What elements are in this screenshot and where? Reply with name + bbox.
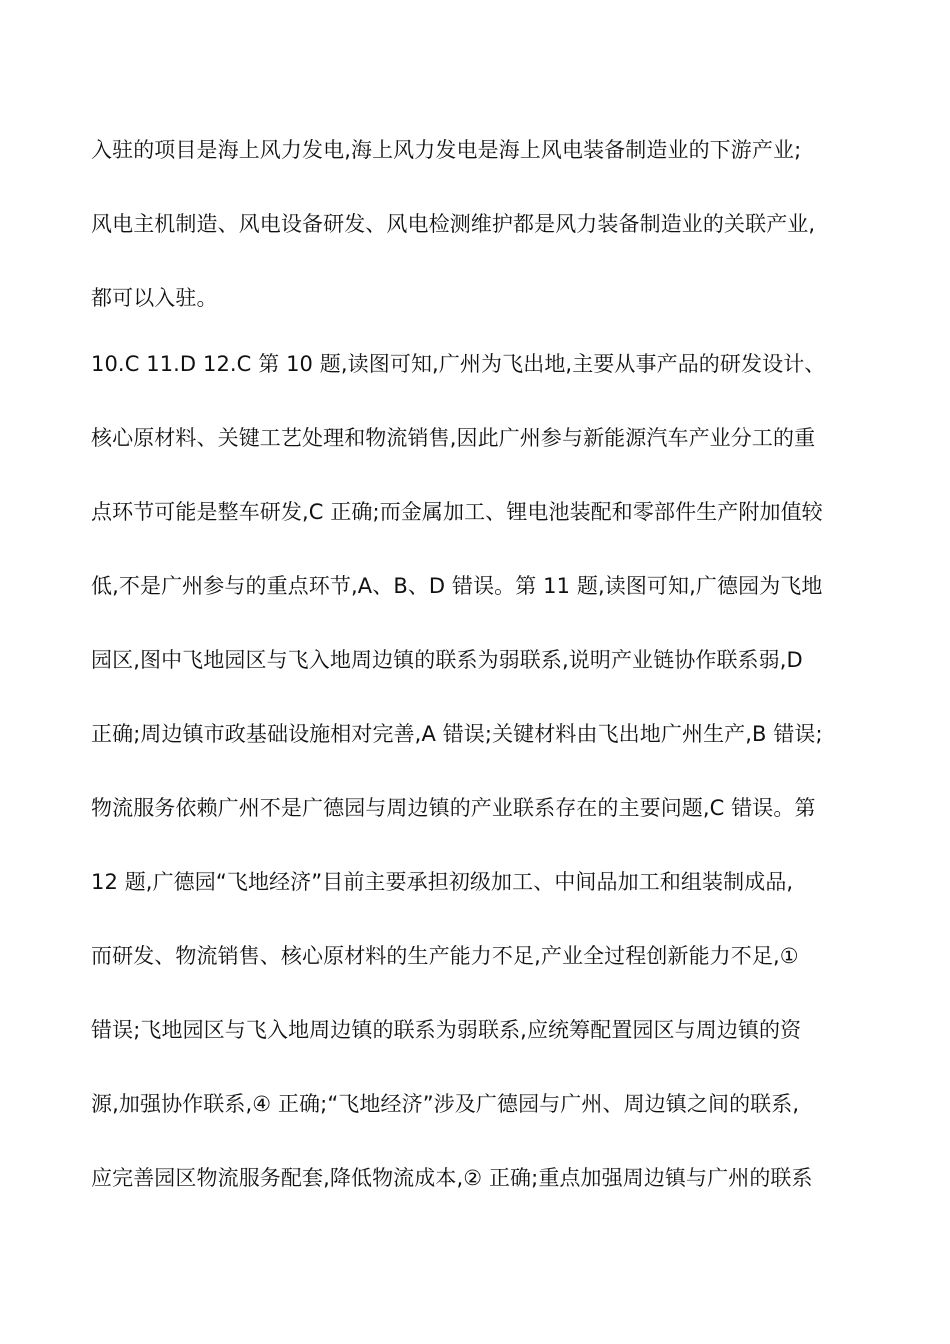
text-line: 低,不是广州参与的重点环节,A、B、D 错误。第 11 题,读图可知,广德园为飞地 — [91, 574, 823, 598]
text-line: 而研发、物流销售、核心原材料的生产能力不足,产业全过程创新能力不足,① — [91, 944, 799, 968]
text-line: 10.C 11.D 12.C 第 10 题,读图可知,广州为飞出地,主要从事产品的研发设计、 — [91, 352, 826, 376]
text-line: 核心原材料、关键工艺处理和物流销售,因此广州参与新能源汽车产业分工的重 — [91, 426, 816, 450]
text-line: 应完善园区物流服务配套,降低物流成本,② 正确;重点加强周边镇与广州的联系 — [91, 1166, 813, 1190]
text-line: 都可以入驻。 — [91, 286, 218, 310]
text-line: 12 题,广德园“飞地经济”目前主要承担初级加工、中间品加工和组装制成品, — [91, 870, 794, 894]
text-line: 物流服务依赖广州不是广德园与周边镇的产业联系存在的主要问题,C 错误。第 — [91, 796, 816, 820]
text-line: 入驻的项目是海上风力发电,海上风力发电是海上风电装备制造业的下游产业; — [91, 138, 802, 162]
text-line: 正确;周边镇市政基础设施相对完善,A 错误;关键材料由飞出地广州生产,B 错误; — [91, 722, 823, 746]
text-line: 源,加强协作联系,④ 正确;“飞地经济”涉及广德园与广州、周边镇之间的联系, — [91, 1092, 800, 1116]
text-line: 园区,图中飞地园区与飞入地周边镇的联系为弱联系,说明产业链协作联系弱,D — [91, 648, 803, 672]
text-line: 错误;飞地园区与飞入地周边镇的联系为弱联系,应统筹配置园区与周边镇的资 — [91, 1018, 802, 1042]
text-line: 风电主机制造、风电设备研发、风电检测维护都是风力装备制造业的关联产业, — [91, 212, 816, 236]
text-line: 点环节可能是整车研发,C 正确;而金属加工、锂电池装配和零部件生产附加值较 — [91, 500, 823, 524]
